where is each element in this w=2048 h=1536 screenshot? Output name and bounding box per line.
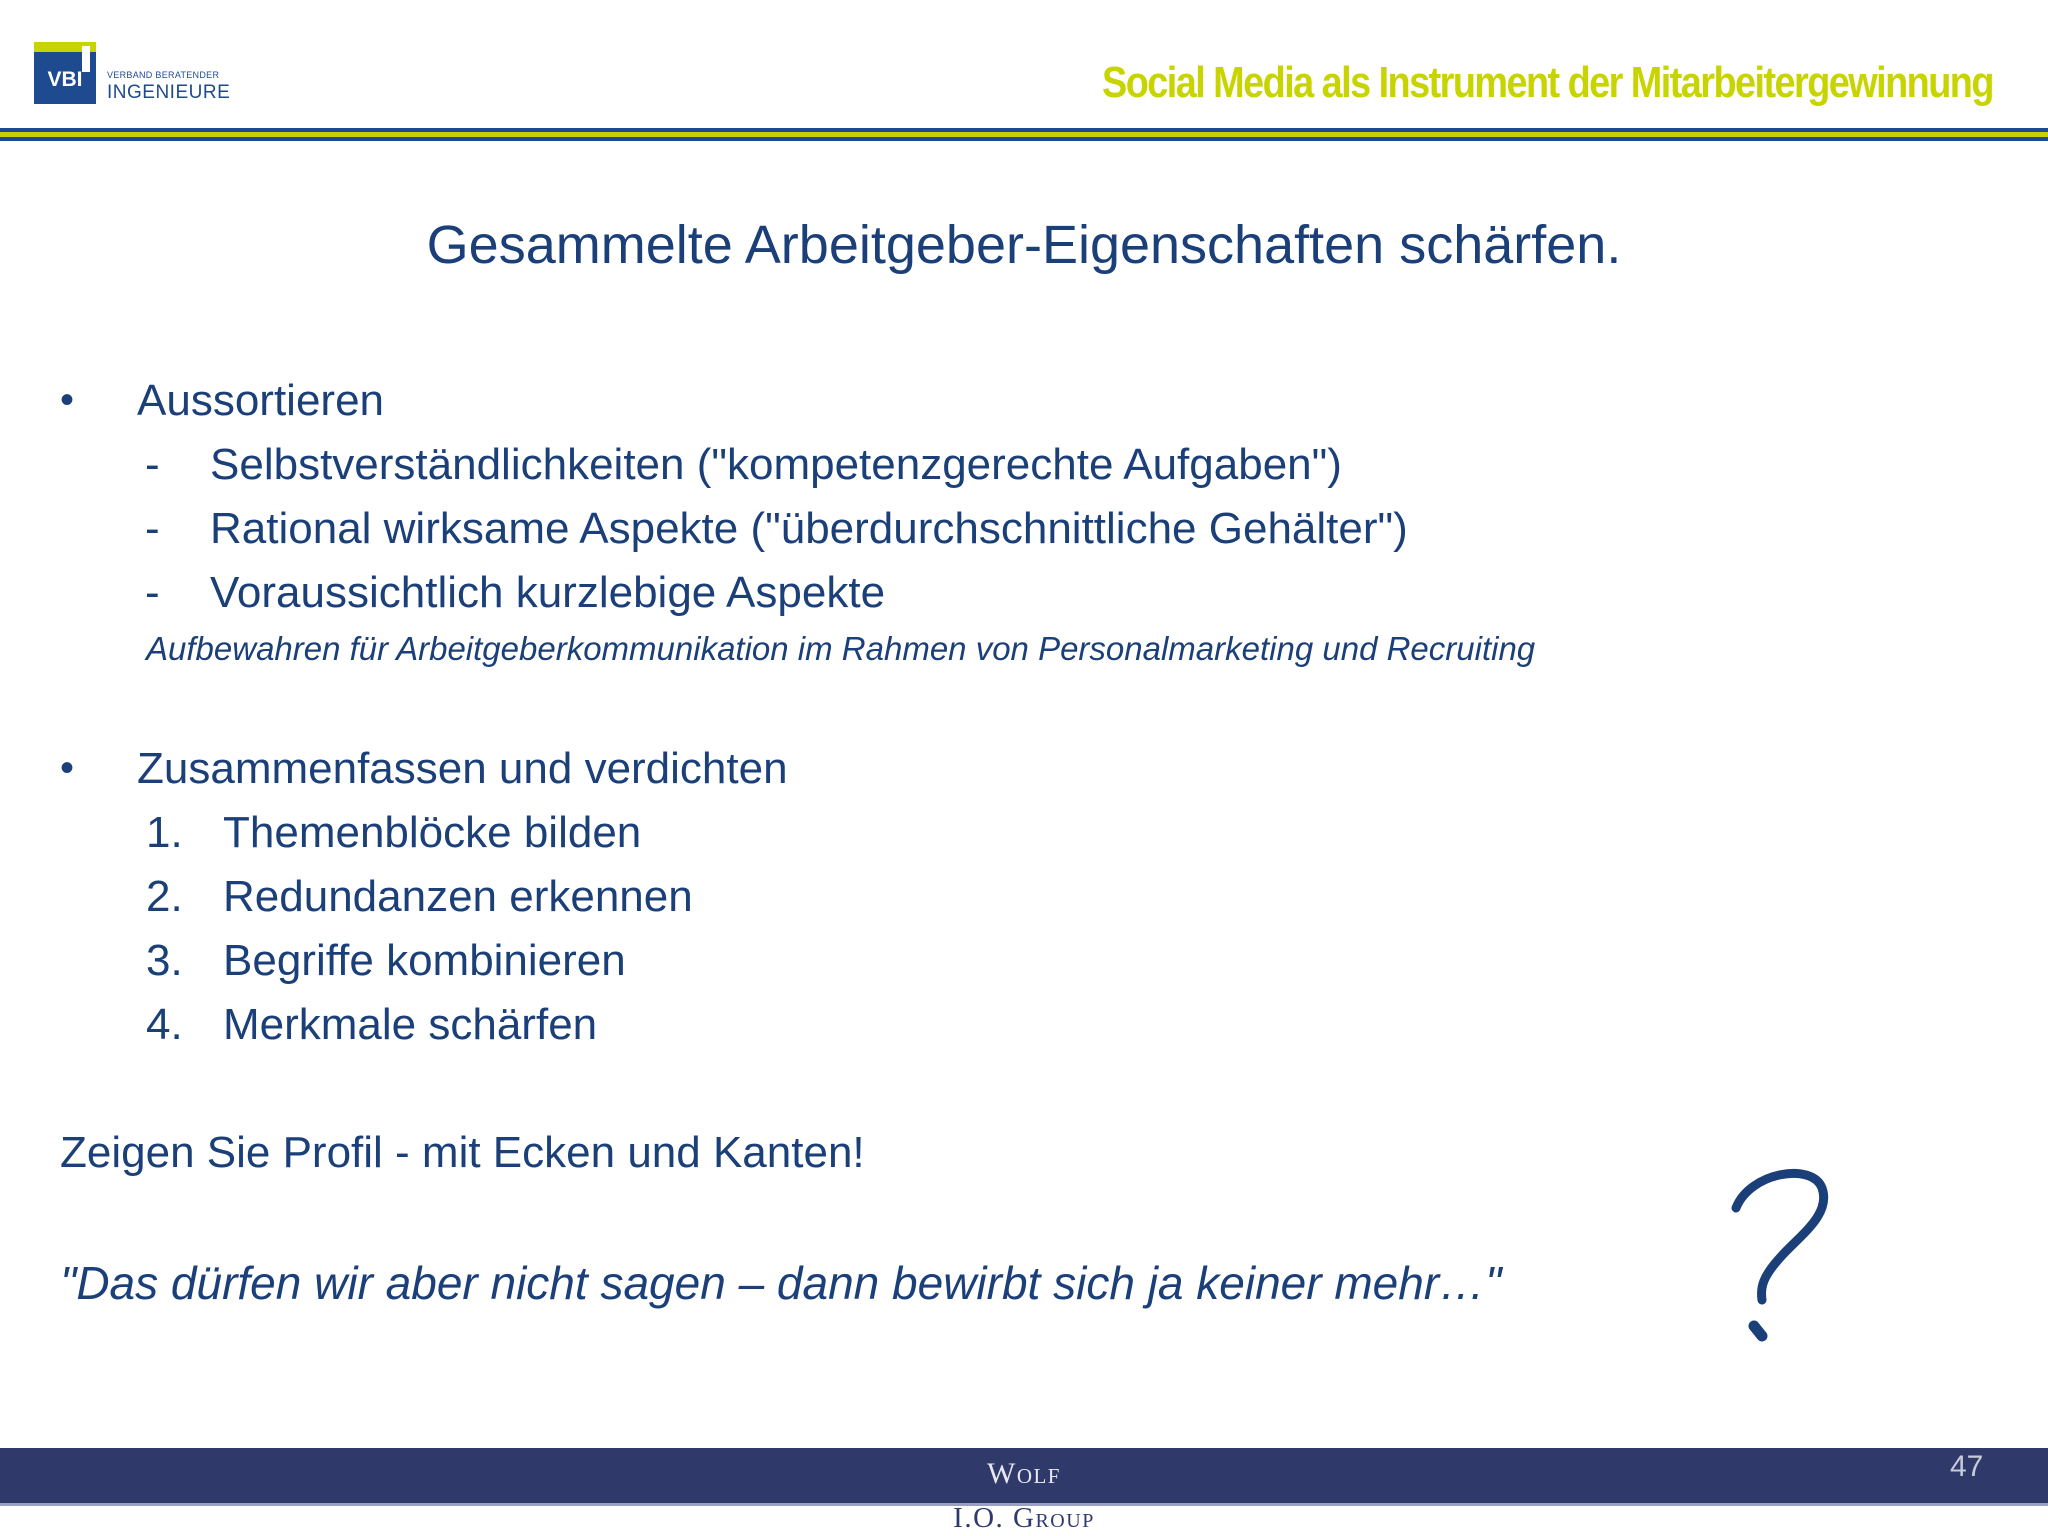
- bullet-marker: •: [60, 378, 75, 422]
- list-number: 2.: [146, 872, 183, 921]
- logo-big-text: INGENIEURE: [107, 82, 231, 103]
- question-mark-icon: [1700, 1160, 1860, 1350]
- section-heading-zusammenfassen: Zusammenfassen und verdichten: [137, 744, 788, 793]
- list-item: Merkmale schärfen: [223, 1000, 598, 1049]
- vbi-logo: [34, 42, 231, 106]
- list-marker: -: [145, 504, 160, 553]
- logo-small-text: VERBAND BERATENDER: [107, 70, 220, 80]
- footer-company-line1: Wolf: [987, 1457, 1061, 1490]
- list-item: Begriffe kombinieren: [223, 936, 626, 985]
- list-item: Themenblöcke bilden: [223, 808, 642, 857]
- page-number: 47: [1950, 1450, 1984, 1483]
- list-item: Selbstverständlichkeiten ("kompetenzgerechte Aufgaben"): [210, 440, 1342, 489]
- list-item: Rational wirksame Aspekte ("überdurchschnittliche Gehälter"): [210, 504, 1408, 553]
- slide-title: Gesammelte Arbeitgeber-Eigenschaften schärfen.: [426, 215, 1622, 275]
- section-heading-aussortieren: Aussortieren: [137, 376, 385, 425]
- list-number: 3.: [146, 936, 183, 985]
- list-number: 4.: [146, 1000, 183, 1049]
- header-divider: [0, 128, 2048, 141]
- section-note: Aufbewahren für Arbeitgeberkommunikation im Rahmen von Personalmarketing und Recruiting: [146, 630, 1536, 667]
- quote-text: "Das dürfen wir aber nicht sagen – dann bewirbt sich ja keiner mehr…": [60, 1257, 1502, 1309]
- header-title: Social Media als Instrument der Mitarbeitergewinnung: [1102, 58, 1993, 107]
- list-marker: -: [145, 568, 160, 617]
- list-marker: -: [145, 440, 160, 489]
- list-item: Redundanzen erkennen: [223, 872, 693, 921]
- bullet-marker: •: [60, 746, 75, 790]
- logo-mark: VBI: [34, 42, 96, 104]
- list-number: 1.: [146, 808, 183, 857]
- list-item: Voraussichtlich kurzlebige Aspekte: [210, 568, 886, 617]
- profile-statement: Zeigen Sie Profil - mit Ecken und Kanten!: [60, 1128, 865, 1177]
- footer-company-line2: I.O. Group: [953, 1502, 1095, 1534]
